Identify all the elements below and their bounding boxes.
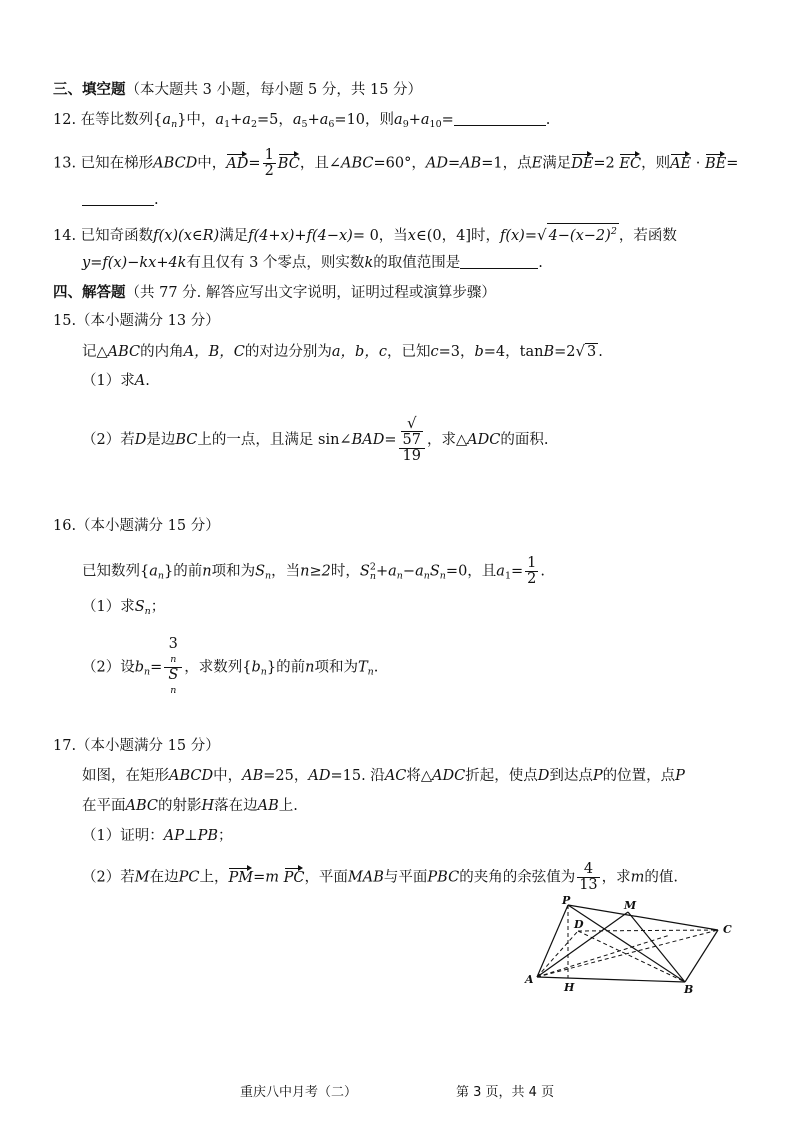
var: x: [407, 228, 416, 244]
q17-text: 落在边: [214, 798, 258, 814]
q13-text: =: [726, 155, 739, 172]
question-15-stem: [82, 341, 603, 362]
var: ABC: [340, 155, 374, 172]
q17-text: =15. 沿: [330, 768, 385, 784]
q17-text: 上.: [278, 798, 298, 814]
var-b: b: [251, 659, 261, 676]
eq: =: [150, 659, 163, 676]
sub-n: n: [369, 570, 376, 582]
q14-text: = 0，当: [352, 228, 408, 244]
label-c: C: [723, 923, 732, 936]
q16-text: ，求数列: [184, 659, 243, 676]
brace: }: [177, 112, 187, 128]
label-b: B: [684, 983, 694, 996]
footer-exam-name: 重庆八中月考（二）: [240, 1085, 358, 1100]
var: PBC: [427, 869, 460, 886]
question-17-heading: 17.（本小题满分 15 分）: [53, 738, 220, 754]
q14-text: =: [524, 228, 537, 244]
denominator: 13: [579, 877, 598, 893]
var: b: [474, 344, 484, 360]
var: AB: [257, 798, 279, 814]
math: f(4+x)+f(4−x): [248, 228, 353, 244]
math: f(x): [153, 228, 179, 244]
label-d: D: [574, 918, 584, 931]
vector-pm: PM: [228, 869, 254, 886]
question-15-part-1: [82, 371, 150, 391]
q12-text: =5，: [256, 112, 293, 128]
question-12: [53, 110, 550, 135]
question-17-part-1: [82, 826, 233, 846]
q15-text: 的内角: [140, 344, 184, 360]
sub: 10: [429, 119, 442, 130]
q17-text: 在平面: [82, 798, 126, 814]
q13-answer-blank[interactable]: [82, 191, 154, 206]
var: n: [202, 563, 212, 580]
var: ABC: [107, 344, 141, 360]
exponent: 2: [610, 226, 617, 237]
period: .: [373, 659, 379, 676]
q17-text: （1）证明：: [82, 828, 164, 844]
period: .: [598, 344, 603, 360]
sub: 1: [504, 570, 511, 582]
numerator: 4: [577, 862, 599, 878]
sub: 9: [402, 119, 409, 130]
sqrt-body: 3: [587, 344, 597, 360]
question-17-stem-line-1: [82, 766, 685, 786]
brace: }: [164, 563, 174, 580]
sub: 6: [328, 119, 335, 130]
sub-n: n: [423, 570, 430, 582]
q15-text: =3，: [438, 344, 475, 360]
q16-text: 的前: [276, 659, 306, 676]
q17-text: =25，: [263, 768, 309, 784]
q15-text: =2: [554, 344, 576, 360]
numerator: [399, 416, 425, 449]
q15-text: （2）若: [82, 432, 135, 448]
var: ABCD: [169, 768, 214, 784]
eq: =: [511, 563, 524, 580]
q16-text: 项和为: [211, 563, 256, 580]
exponent: n: [170, 654, 177, 665]
sqrt-body: [547, 223, 619, 244]
math: f(x): [499, 228, 525, 244]
var: P: [592, 768, 603, 784]
var: D: [134, 432, 147, 448]
question-14-line-2: [82, 253, 543, 273]
var-a: a: [162, 112, 172, 128]
period: .: [545, 112, 551, 128]
sqrt-body: 57: [402, 432, 421, 448]
var-s: S: [359, 563, 370, 580]
q17-text: ，求: [601, 869, 631, 886]
footer-page-number: 第 3 页，共 4 页: [456, 1085, 555, 1100]
var-a: a: [496, 563, 505, 580]
brace: {: [153, 112, 163, 128]
folded-rectangle-figure: [520, 895, 755, 1005]
sub: 5: [301, 119, 308, 130]
section-3-note: （本大题共 3 小题，每小题 5 分，共 15 分）: [125, 82, 423, 98]
dot: ·: [695, 155, 701, 172]
fraction-half: [525, 556, 538, 587]
sub: 1: [224, 119, 231, 130]
var: c: [430, 344, 439, 360]
eq: =: [384, 432, 397, 448]
sub-n: n: [260, 666, 267, 678]
question-13: [53, 148, 738, 179]
q16-text: =0，且: [445, 563, 497, 580]
var: ABCD: [153, 155, 198, 172]
label-m: M: [624, 899, 637, 912]
question-17-stem-line-2: [82, 796, 298, 816]
var: H: [201, 798, 215, 814]
fraction-half: [263, 148, 276, 179]
q17-text: 到达点: [549, 768, 593, 784]
plus: +: [408, 112, 421, 128]
var: P: [675, 768, 685, 784]
vector-be: BE: [704, 155, 727, 172]
q13-text: =60°，: [373, 155, 426, 172]
question-16-stem: [82, 556, 545, 587]
math: y=f(x)−kx+4k: [82, 255, 187, 271]
question-13-line-2: [82, 190, 159, 210]
q17-text: 的射影: [158, 798, 202, 814]
q13-text: =2: [593, 155, 615, 172]
section-4-title: 四、解答题: [53, 284, 126, 301]
vector-ad: AD: [226, 155, 249, 172]
q17-text: 的位置，点: [602, 768, 676, 784]
var: m: [630, 869, 645, 886]
question-14: [53, 223, 677, 246]
brace: {: [242, 659, 252, 676]
var: A，B，C: [183, 344, 245, 360]
exponent: 2: [369, 561, 376, 573]
q15-text: =4，tan: [483, 344, 544, 360]
q15-text: 记△: [82, 344, 108, 360]
var: E: [531, 155, 543, 172]
period: .: [145, 373, 150, 389]
var: ABC: [125, 798, 158, 814]
q13-text: 已知在梯形: [80, 155, 154, 172]
var: AD: [308, 768, 331, 784]
fraction-4-13: [577, 862, 599, 893]
q14-text: ∈(0，4]时，: [415, 228, 500, 244]
sub-n: n: [265, 570, 272, 582]
q13-text: ，则: [641, 155, 671, 172]
section-4-heading: [53, 283, 496, 303]
var-a: a: [319, 112, 329, 128]
var: PC: [178, 869, 200, 886]
var-s: S: [134, 599, 145, 615]
section-3-heading: [53, 80, 422, 100]
var: T: [357, 659, 368, 676]
math: (x∈R): [178, 228, 220, 244]
var: k: [364, 255, 374, 271]
var: ADC: [432, 768, 466, 784]
q12-text: 中，: [186, 112, 216, 128]
var-a: a: [242, 112, 251, 128]
plus: +: [230, 112, 243, 128]
sub-n: n: [171, 119, 178, 130]
denominator: 2: [264, 163, 274, 179]
q17-text: 的夹角的余弦值为: [459, 869, 576, 886]
edge-ab: [537, 977, 685, 982]
q14-text: ，若函数: [618, 228, 677, 244]
math: AP⊥PB: [163, 828, 219, 844]
q14-number: 14.: [53, 228, 77, 244]
vector-ae: AE: [670, 155, 692, 172]
q13-text: 中，: [197, 155, 227, 172]
edge-a-plane: [537, 935, 670, 977]
period: .: [538, 255, 543, 271]
sqrt-sign: √: [406, 414, 417, 432]
q16-text: 已知数列: [82, 563, 140, 580]
var: a，b，c: [331, 344, 387, 360]
sqrt-sign: √: [537, 226, 547, 244]
var: n: [305, 659, 315, 676]
fraction-sqrt57-19: [399, 416, 425, 464]
var: BAD: [351, 432, 385, 448]
q12-text: 在等比数列: [80, 112, 154, 128]
label-p: P: [562, 895, 571, 907]
q15-text: 上的一点，且满足 sin∠: [197, 432, 352, 448]
section-4-note: （共 77 分. 解答应写出文字说明，证明过程或演算步骤）: [125, 285, 496, 301]
sub-n: n: [144, 666, 151, 678]
brace: {: [140, 563, 150, 580]
label-h: H: [564, 981, 575, 994]
var: MAB: [347, 869, 384, 886]
q13-text: 满足: [542, 155, 572, 172]
section-3-title: 三、填空题: [53, 81, 126, 98]
sub-n: n: [144, 606, 151, 617]
eq: =: [248, 155, 261, 172]
vector-de: DE: [571, 155, 594, 172]
brace: }: [266, 659, 277, 676]
q17-text: 中，: [213, 768, 243, 784]
question-16-heading: 16.（本小题满分 15 分）: [53, 518, 220, 534]
math: n≥2: [300, 563, 331, 580]
sub: 2: [250, 119, 257, 130]
question-15-part-2: [82, 416, 548, 464]
var-a: a: [215, 112, 225, 128]
q15-text: 是边: [146, 432, 176, 448]
var: M: [134, 869, 150, 886]
q16-text: ，当: [271, 563, 301, 580]
var: A: [134, 373, 146, 389]
q17-text: 的值.: [644, 869, 679, 886]
q17-text: ，平面: [304, 869, 348, 886]
denominator: 2: [527, 571, 537, 587]
sub-n: n: [157, 570, 165, 582]
q16-text: 项和为: [314, 659, 358, 676]
vector-ec: EC: [619, 155, 642, 172]
var: AC: [384, 768, 407, 784]
vector-pc: PC: [283, 869, 305, 886]
vector-bc: BC: [277, 155, 300, 172]
q14-answer-blank[interactable]: [460, 254, 538, 269]
fraction-3n-sn: [164, 637, 182, 698]
q17-text: 与平面: [383, 869, 428, 886]
q13-number: 13.: [53, 155, 77, 172]
q12-text: =: [441, 112, 454, 128]
denominator: 19: [402, 448, 421, 464]
var-a: a: [292, 112, 302, 128]
edge-db: [578, 931, 685, 982]
var-s: S: [429, 563, 440, 580]
var-a: a: [394, 112, 403, 128]
period: .: [154, 192, 159, 208]
var: D: [537, 768, 550, 784]
var-a: a: [415, 563, 424, 580]
minus: −: [402, 563, 416, 580]
sub-n: n: [439, 570, 446, 582]
edge-ac: [537, 930, 718, 977]
plus: +: [375, 563, 389, 580]
var-a: a: [149, 563, 158, 580]
edge-pc: [568, 905, 718, 930]
q13-text: =1，点: [481, 155, 532, 172]
q12-text: =10，则: [334, 112, 395, 128]
q16-text: 时，: [330, 563, 360, 580]
q14-text: 满足: [219, 228, 249, 244]
q14-text: 已知奇函数: [80, 228, 154, 244]
question-17-part-2: [82, 862, 678, 893]
numerator: 1: [264, 147, 274, 163]
q17-text: 上，: [199, 869, 229, 886]
q17-text: 如图，在矩形: [82, 768, 169, 784]
var: ADC: [467, 432, 501, 448]
q14-text: 的取值范围是: [373, 255, 461, 271]
q15-text: 的面积.: [500, 432, 549, 448]
denominator: [164, 668, 182, 698]
sub-n: n: [367, 666, 374, 678]
edge-dc: [578, 930, 718, 931]
var-b: b: [134, 659, 145, 676]
question-16-part-2: [82, 637, 378, 698]
var-s: S: [168, 667, 179, 683]
label-a: A: [525, 973, 534, 986]
q17-text: ；: [218, 828, 233, 844]
q15-text: ，已知: [386, 344, 431, 360]
base: 3: [168, 636, 178, 652]
question-16-part-1: [82, 597, 165, 622]
q12-number: 12.: [53, 112, 77, 128]
q15-text: 的对边分别为: [244, 344, 332, 360]
q13-text: ，且∠: [299, 155, 341, 172]
q17-text: 折起，使点: [465, 768, 538, 784]
sub-n: n: [396, 570, 403, 582]
var-a: a: [420, 112, 430, 128]
plus: +: [307, 112, 320, 128]
q16-text: ；: [150, 599, 166, 615]
radicand: 4−(x−2): [548, 228, 611, 244]
q16-text: 的前: [173, 563, 203, 580]
numerator: [164, 637, 182, 668]
q16-text: （1）求: [82, 599, 135, 615]
var: AB: [242, 768, 264, 784]
sub-n: n: [170, 685, 177, 696]
q12-answer-blank[interactable]: [454, 111, 546, 126]
q16-text: （2）设: [82, 659, 135, 676]
math: =m: [253, 869, 279, 886]
numerator: 1: [527, 555, 537, 571]
q15-text: （1）求: [82, 373, 135, 389]
q17-text: 将△: [406, 768, 433, 784]
q17-text: 在边: [149, 869, 179, 886]
var: BC: [175, 432, 198, 448]
q15-text: ，求△: [426, 432, 468, 448]
var: S: [255, 563, 266, 580]
sqrt-sign: √: [575, 342, 586, 360]
q17-text: （2）若: [82, 869, 135, 886]
q14-text: 有且仅有 3 个零点，则实数: [186, 255, 365, 271]
var: B: [543, 344, 555, 360]
var-a: a: [388, 563, 397, 580]
question-15-heading: 15.（本小题满分 13 分）: [53, 313, 220, 329]
var: AD=AB: [425, 155, 482, 172]
period: .: [540, 563, 545, 580]
